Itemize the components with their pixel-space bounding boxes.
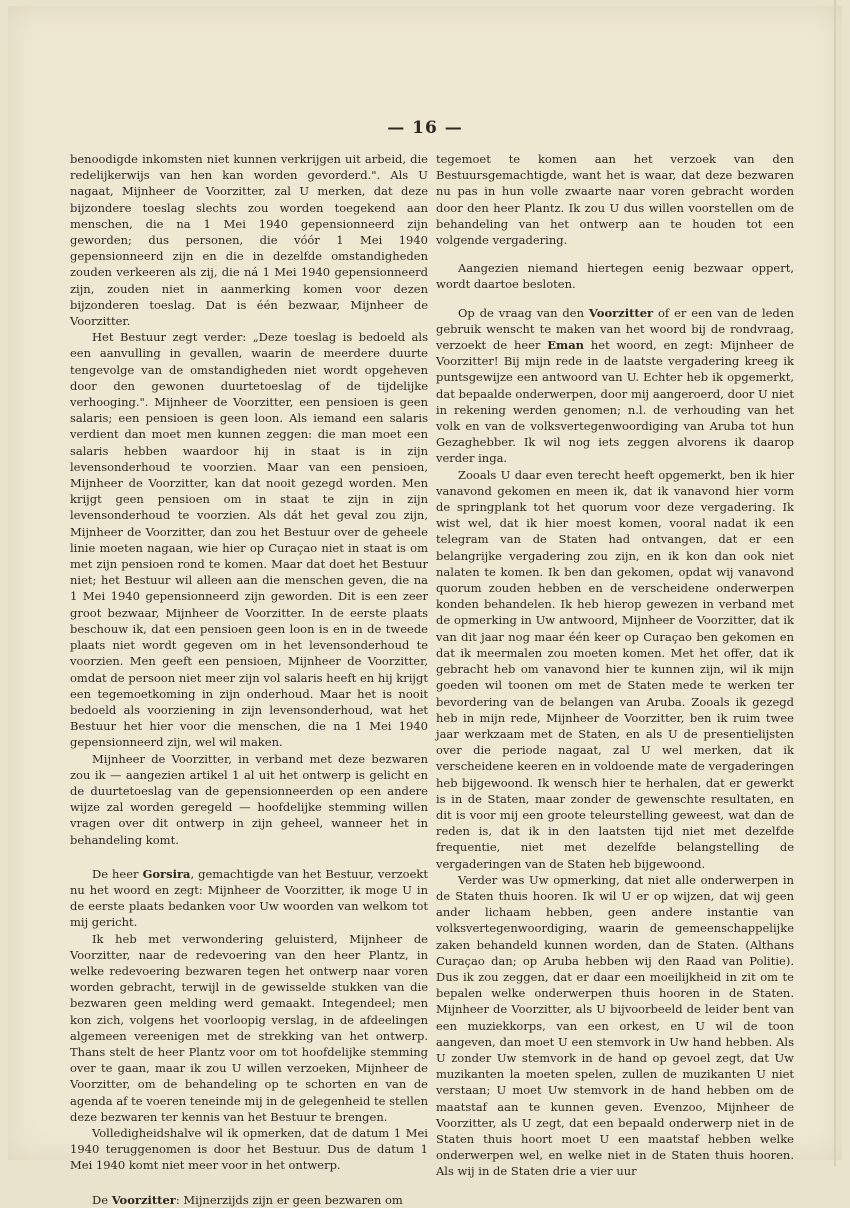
paragraph: Volledigheidshalve wil ik opmerken, dat de datum 1 Mei 1940 teruggenomen is door het Bestuur. Dus de datum 1 Mei 1940 komt niet meer voor in het ontwerp.	[70, 1125, 428, 1173]
speaker-name: Voorzitter	[111, 1192, 176, 1207]
paragraph: De heer Gorsira, gemachtigde van het Bestuur, verzoekt nu het woord en zegt: Mijnheer de Voorzitter, ik moge U in de eerste plaats bedanken voor Uw woorden van welkom tot mij gericht.	[70, 866, 428, 930]
left-column	[70, 151, 428, 1208]
paragraph: Verder was Uw opmerking, dat niet alle onderwerpen in de Staten thuis hooren. Ik wil U er op wijzen, dat wij geen ander lichaam hebben, geen andere instantie van volksvertegenwoordiging, waarin de gemeenschappelijke zaken behandeld kunnen worden, dan de Staten. (Althans Curaçao dan; op Aruba hebben wij den Raad van Politie). Dus ik zou zeggen, dat er daar een moeilijkheid in zit om te bepalen welke onderwerpen thuis hooren in de Staten. Mijnheer de Voorzitter, als U bijvoorbeeld de leider bent van een muziekkorps, van een orkest, en U wil de toon aangeven, dan moet U een stemvork in Uw hand hebben. Als U zonder Uw stemvork in de hand op gevoel zegt, dat Uw muzikanten la moeten spelen, zullen de muzikanten U niet verstaan; U moet Uw stemvork in de hand hebben om de maatstaf aan te kunnen geven. Evenzoo, Mijnheer de Voorzitter, als U zegt, dat een bepaald onderwerp niet in de Staten thuis hoort moet U een maatstaf hebben welke onderwerpen wel, en welke niet in de Staten thuis hooren. Als wij in de Staten drie a vier uur	[436, 872, 794, 1179]
paragraph: Aangezien niemand hiertegen eenig bezwaar oppert, wordt daartoe besloten.	[436, 261, 794, 292]
speaker-name: Voorzitter	[588, 305, 654, 320]
speaker-name: Gorsira	[142, 866, 191, 881]
paragraph: Zooals U daar even terecht heeft opgemerkt, ben ik hier vanavond gekomen en meen ik, dat ik vanavond hier vorm de springplank tot het quorum voor deze vergadering. Ik wist wel, dat ik hier moest komen, vooral nadat ik een telegram van de Staten had ontvangen, dat er een belangrijke vergadering zou zijn, en ik kon dan ook niet nalaten te komen. Ik ben dan gekomen, opdat wij vanavond quorum zouden hebben en de verscheidene onderwerpen konden behandelen. Ik heb hierop gewezen in verband met de opmerking in Uw antwoord, Mijnheer de Voorzitter, dat ik van dit jaar nog maar één keer op Curaçao ben gekomen en dat ik meermalen zou moeten komen. Met het offer, dat ik gebracht heb om vanavond hier te kunnen zijn, wil ik mijn goeden wil toonen om met de Staten mede te werken ter bevordering van de belangen van Aruba. Zooals ik gezegd heb in mijn rede, Mijnheer de Voorzitter, ben ik ruim twee jaar werkzaam met de Staten, en als U de presentielijsten over die periode nagaat, zal U wel merken, dat ik verscheidene keeren en in voldoende mate de vergaderingen heb bijgewoond. Ik wensch hier te herhalen, dat er gewerkt is in de Staten, maar zonder de gewenschte resultaten, en dit is voor mij een groote teleurstelling geweest, wat dan de reden is, dat ik in den laatsten tijd niet met dezelfde frequentie, niet met dezelfde belangstelling de vergaderingen van de Staten heb bijgewoond.	[436, 467, 794, 871]
speaker-name: Eman	[547, 338, 585, 353]
paragraph: Mijnheer de Voorzitter, in verband met deze bezwaren zou ik — aangezien artikel 1 al uit het ontwerp is gelicht en de duurtetoeslag van de gepensionneerden op een andere wijze zal worden geregeld — hoofdelijke stemming willen vragen over dit ontwerp in zijn geheel, wanneer het in behandeling komt.	[70, 751, 428, 847]
page-number: — 16 —	[387, 118, 463, 138]
paragraph: tegemoet te komen aan het verzoek van den Bestuursgemachtigde, want het is waar, dat deze bezwaren nu pas in hun volle zwaarte naar voren gebracht worden door den heer Plantz. Ik zou U dus willen voorstellen om de behandeling van het ontwerp aan te houden tot een volgende vergadering.	[436, 152, 794, 248]
paragraph: Op de vraag van den Voorzitter of er een van de leden gebruik wenscht te maken van het woord bij de rondvraag, verzoekt de heer Eman het woord, en zegt: Mijnheer de Voorzitter! Bij mijn rede in de laatste vergadering kreeg ik puntsgewijze een antwoord van U. Echter heb ik opgemerkt, dat bepaalde onderwerpen, door mij aangeroerd, door U niet in rekening werden genomen; n.l. de verhouding van het volk en van de volksvertegenwoordiging van Aruba tot hun Gezaghebber. Ik wil nog iets zeggen alvorens ik daarop verder inga.	[436, 305, 795, 466]
right-column	[436, 151, 794, 1180]
paragraph: Het Bestuur zegt verder: „Deze toeslag is bedoeld als een aanvulling in gevallen, waarin de meerdere duurte tengevolge van de omstandigheden niet wordt opgeheven door den gewonen duurtetoeslag of de tijdelijke verhooging.". Mijnheer de Voorzitter, een pensioen is geen salaris; een pensioen is geen loon. Als iemand een salaris verdient dan moet men kunnen zeggen: die man moet een salaris hebben waardoor hij in staat is in zijn levensonderhoud te voorzien. Maar van een pensioen, Mijnheer de Voorzitter, kan dat nooit gezegd worden. Men krijgt geen pensioen om in staat te zijn in zijn levensonderhoud te voorzien. Als dát het geval zou zijn, Mijnheer de Voorzitter, dan zou het Bestuur over de geheele linie moeten nagaan, wie hier op Curaçao niet in staat is om met zijn pensioen rond te komen. Maar dat doet het Bestuur niet; het Bestuur wil alleen aan die menschen geven, die na 1 Mei 1940 gepensionneerd zijn geworden. Dit is een zeer groot bezwaar, Mijnheer de Voorzitter. In de eerste plaats beschouw ik, dat een pensioen geen loon is en in de tweede plaats niet wordt gegeven om in het levensonderhoud te voorzien. Men geeft een pensioen, Mijnheer de Voorzitter, omdat de persoon niet meer zijn vol salaris heeft en hij krijgt een tegemoetkoming in zijn onderhoud. Maar het is nooit bedoeld als voorziening in zijn levensonderhoud, wat het Bestuur het hier voor die menschen, die na 1 Mei 1940 gepensionneerd zijn, wel wil maken.	[70, 330, 428, 750]
paragraph: De Voorzitter: Mijnerzijds zijn er geen bezwaren om	[92, 1192, 403, 1207]
page-edge	[834, 0, 836, 1166]
paragraph: benoodigde inkomsten niet kunnen verkrijgen uit arbeid, die redelijkerwijs van hen kan worden gevorderd.". Als U nagaat, Mijnheer de Voorzitter, zal U merken, dat deze bijzondere toeslag slechts zou worden toegekend aan menschen, die na 1 Mei 1940 gepensionneerd zijn geworden; dus personen, die vóór 1 Mei 1940 gepensionneerd zijn en die in dezelfde omstandigheden zouden verkeeren als zij, die ná 1 Mei 1940 gepensionneerd zijn, zouden niet in aanmerking komen voor dezen bijzonderen toeslag. Dat is één bezwaar, Mijnheer de Voorzitter.	[70, 152, 428, 329]
paragraph: Ik heb met verwondering geluisterd, Mijnheer de Voorzitter, naar de redevoering van den heer Plantz, in welke redevoering bezwaren tegen het ontwerp naar voren worden gebracht, terwijl in de gewisselde stukken van die bezwaren geen melding werd gemaakt. Integendeel; men kon zich, volgens het voorloopig verslag, in de afdeelingen algemeen vereenigen met de strekking van het ontwerp. Thans stelt de heer Plantz voor om tot hoofdelijke stemming over te gaan, maar ik zou U willen verzoeken, Mijnheer de Voorzitter, om de behandeling op te schorten en van de agenda af te voeren teneinde mij in de gelegenheid te stellen deze bezwaren ter kennis van het Bestuur te brengen.	[70, 931, 428, 1124]
